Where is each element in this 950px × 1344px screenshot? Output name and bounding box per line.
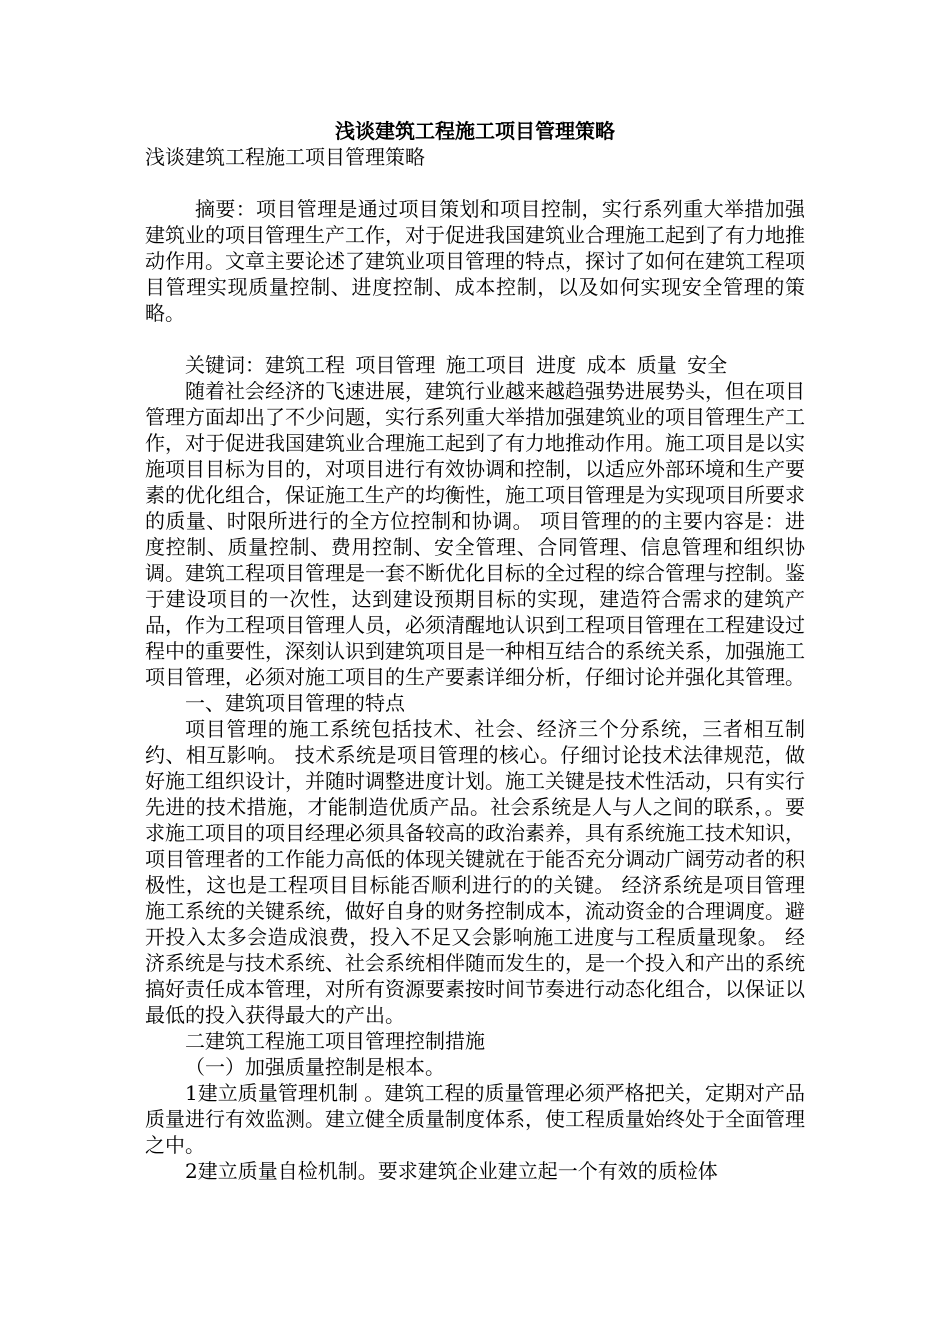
abstract-paragraph: 摘要：项目管理是通过项目策划和项目控制，实行系列重大举措加强建筑业的项目管理生产工作，对于促进我国建筑业合理施工起到了有力地推动作用。文章主要论述了建筑业项目管理的特点，探讨了如何在建筑工程项目管理实现质量控制、进度控制、成本控制，以及如何实现安全管理的策略。 [145,197,805,325]
spacer [145,326,805,352]
subsection-1-heading: （一）加强质量控制是根本。 [185,1055,445,1079]
item-2-paragraph: 2建立质量自检机制。要求建筑企业建立起一个有效的质检体 [185,1159,718,1183]
section-1-heading: 一、建筑项目管理的特点 [185,691,405,715]
document-title: 浅谈建筑工程施工项目管理策略 [335,119,615,143]
keywords-line: 关键词：建筑工程 项目管理 施工项目 进度 成本 质量 安全 [185,353,728,377]
item-1-paragraph: 1建立质量管理机制 。建筑工程的质量管理必须严格把关，定期对产品质量进行有效监测。建立健全质量制度体系，使工程质量始终处于全面管理之中。 [145,1081,805,1157]
intro-paragraph: 随着社会经济的飞速进展，建筑行业越来越趋强势进展势头，但在项目管理方面却出了不少问题，实行系列重大举措加强建筑业的项目管理生产工作，对于促进我国建筑业合理施工起到了有力地推动作用。施工项目是以实施项目目标为目的，对项目进行有效协调和控制，以适应外部环境和生产要素的优化组合，保证施工生产的均衡性，施工项目管理是为实现项目所要求的质量、时限所进行的全方位控制和协调。 项目管理的的主要内容是：进度控制、质量控制、费用控制、安全管理、合同管理、信息管理和组织协调。建筑工程项目管理是一套不断优化目标的全过程的综合管理与控制。鉴于建设项目的一次性，达到建设预期目标的实现，建造符合需求的建筑产品，作为工程项目管理人员，必须清醒地认识到工程项目管理在工程建设过程中的重要性，深刻认识到建筑项目是一种相互结合的系统关系，加强施工项目管理，必须对施工项目的生产要素详细分析，仔细讨论并强化其管理。 [145,379,805,689]
section-2-heading: 二建筑工程施工项目管理控制措施 [185,1029,485,1053]
section-1-body: 项目管理的施工系统包括技术、社会、经济三个分系统，三者相互制约、相互影响。 技术系统是项目管理的核心。仔细讨论技术法律规范，做好施工组织设计，并随时调整进度计划。施工关键是技术性活动，只有实行先进的技术措施，才能制造优质产品。社会系统是人与人之间的联系，。要求施工项目的项目经理必须具备较高的政治素养，具有系统施工技术知识，项目管理者的工作能力高低的体现关键就在于能否充分调动广阔劳动者的积极性，这也是工程项目目标能否顺利进行的的关键。 经济系统是项目管理施工系统的关键系统，做好自身的财务控制成本，流动资金的合理调度。避开投入太多会造成浪费，投入不足又会影响施工进度与工程质量现象。 经济系统是与技术系统、社会系统相伴随而发生的，是一个投入和产出的系统搞好责任成本管理，对所有资源要素按时间节奏进行动态化组合，以保证以最低的投入获得最大的产出。 [145,717,805,1027]
document-page [145,118,805,1184]
document-subtitle: 浅谈建筑工程施工项目管理策略 [145,145,425,169]
spacer [145,170,805,196]
